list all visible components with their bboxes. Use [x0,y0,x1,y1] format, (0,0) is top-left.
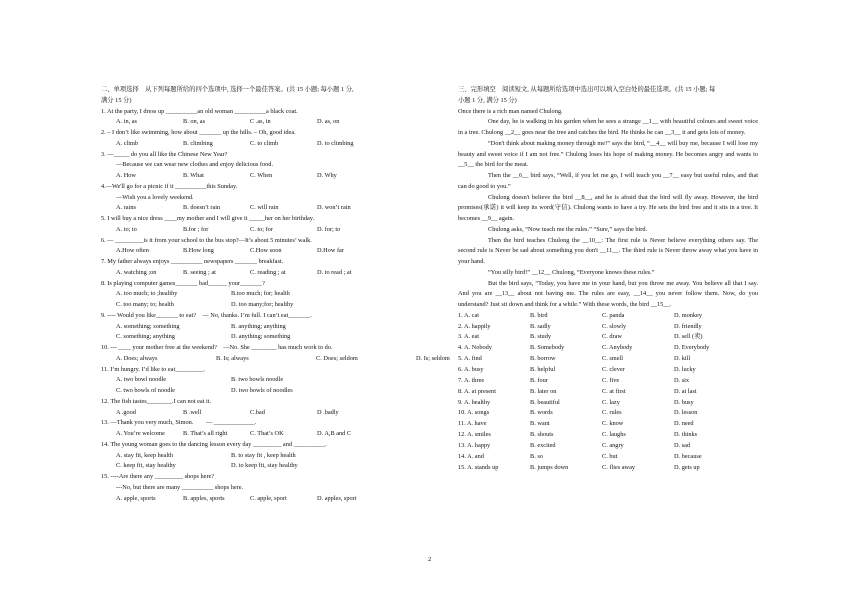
answer-option: B. on, as [183,118,206,126]
question-list [101,107,450,505]
options-row [101,429,426,440]
options-row [101,300,426,311]
answer-choice: 2. A. happily [458,322,491,330]
answer-row [458,398,758,409]
answer-choice: C. lazy [602,398,620,406]
options-row [101,225,426,236]
answer-option: B. climbing [183,139,213,147]
answer-option: B. anything; anything [231,322,286,330]
answer-option: A. something; something [116,322,180,330]
answer-choice: 13. A. happy [458,441,491,449]
answer-row [458,408,758,419]
question-stem: 4.—We'll go for a picnic if it __________this Sunday. [101,182,238,190]
options-row [101,171,426,182]
answer-option: D. as, on [317,118,340,126]
heading-line: 二、单项选择 从下列每题所给的四个选项中, 选择一个最佳答案。(共 15 小题; 每小题 1 分, [101,86,354,93]
answer-option: C. That’s OK [250,430,284,437]
answer-option: C.How soon [250,247,282,255]
answer-choice: C. flies away [602,463,636,471]
answer-choice: B. later on [530,387,557,395]
answer-choice: B. sadly [530,322,551,330]
passage-paragraph: “You silly bird!” __12__ Chulong, “Everyone knows these rules.” [488,268,655,276]
answer-choice: C. laughs [602,431,626,439]
question-stem: 14. The young woman goes to the dancing lesson every day _________ and __________. [101,440,327,448]
heading-line: 满分 15 分) [101,96,132,104]
answer-choice: B. want [530,420,550,428]
question-stem: 7. My father always enjoys __________ newspapers _______ breakfast. [101,258,284,265]
page-number: 2 [428,556,432,563]
answer-option: A. too much; to ;healthy [116,290,178,298]
answer-option: D.How far [317,247,344,255]
answer-choice: 7. A. three [458,376,485,384]
options-row [101,268,426,279]
question-stem: 10. --- ____ your mother free at the weekend? —No. She ________ has much work to do. [101,344,333,351]
answer-option: D. won’t rain [317,204,351,212]
answer-option: D. to climbing [317,139,354,147]
answer-choice: 1. A. cat [458,311,479,319]
heading-line: 三、完形填空 阅读短文, 从每题所给选项中选出可以填入空白处的最佳选项。(共 15 小题; 每 [458,86,716,93]
question-stem: 9. ---- Would you like_______ to eat? — No, thanks. I’m full. I can’t eat_______. [101,311,312,319]
answer-choice: B. study [530,333,551,341]
answer-option: A.How often [116,247,149,255]
answer-option: A. watching ;on [116,268,157,276]
answer-choice: 12. A. smiles [458,431,491,439]
question-stem: 12. The fish tastes________.I can not eat it. [101,397,212,405]
answer-choice: D. six [674,376,690,384]
answer-row [458,441,758,452]
question-item [101,397,426,419]
answer-row [458,332,758,343]
answer-choice: 5. A. find [458,355,482,363]
question-item [101,182,426,214]
answer-choice: C. clever [602,365,625,373]
answer-option: C. reading ; at [250,268,286,276]
answer-choice: C. Anybody [602,344,633,352]
answer-row [458,452,758,463]
options-row [101,461,426,472]
answer-option: D. Why [317,172,337,179]
answer-row [458,322,758,333]
answer-row [458,376,758,387]
question-stem: 3. —_____ do you all like the Chinese New Year? [101,150,228,158]
passage-paragraph: “Don't think about making money through me!” says the bird, “__4__ will buy me, because I will lose my beauty and sweet voice if I am not free.” Chulong loses his hope of making money. He becomes angry and wants to __5__ the bird for the meat. [458,139,758,169]
question-stem: 11. I’m hungry. I’d like to eat_________. [101,365,206,373]
answer-option: D. anything; something [231,333,291,341]
answer-option: A. in, as [116,118,137,126]
answer-choice: 6. A. busy [458,365,484,373]
question-response: —Wish you a lovely weekend. [116,193,194,201]
answer-option: D. two bowls of noodles [231,387,293,394]
answer-choice: C. draw [602,333,622,341]
answer-option: B. apples, sports [183,494,225,502]
answer-choice: B. excited [530,441,556,449]
answer-option: B. to stay fit , keep health [231,451,296,459]
answer-option: D. apples, sport [317,494,357,502]
answer-choice: D. gets up [674,463,700,471]
heading-line: 小题 1 分, 满分 15 分) [458,96,517,104]
answer-option: D. to read ; at [317,268,352,276]
answer-option: C. something; anything [116,333,175,341]
answer-choice: D. lesson [674,409,698,417]
answer-option: B. That’s all right [183,430,228,437]
question-item [101,311,426,343]
answer-option: A. You’re welcome [116,430,165,437]
answer-row [458,463,758,474]
answer-choice: B. so [530,452,543,460]
options-row [101,375,426,386]
answer-option: D. for; to [317,225,341,233]
options-row [101,494,426,505]
section-cloze [458,85,758,473]
answer-choice: C. angry [602,441,624,449]
answer-option: B.for ; for [183,225,209,233]
answer-row [458,419,758,430]
question-stem: 6. — _________is it from your school to the bus stop?—It’s about 5 minutes’ walk. [101,236,312,244]
answer-option: D. to keep fit, stay healthy [231,462,298,470]
answer-option: C .as, in [250,118,271,126]
answer-option: C. too many; to; health [116,301,174,308]
options-row [101,408,426,419]
passage-paragraph: Then the bird teaches Chulong the __10__: The first rule is Never believe everything others say. The second rule is Never be sad about something you don't __11__. The third rule is Never throw away what you have in your hand. [458,236,758,265]
passage-paragraph: Chulong doesn't believe the bird __8__, and he is afraid that the bird will fly away. However, the bird promises(承诺) it will keep its word(守信). Chulong wants to have a try. He sets the bird free and it sits in a tree. It becomes __9__ again. [458,193,758,222]
answer-option: B.How long [183,247,214,255]
answer-option: B. doesn’t rain [183,204,221,212]
answer-option: C. keep fit, stay healthy [116,462,176,470]
answer-choice: D. sad [674,441,691,449]
question-response: —Because we can wear new clothes and enjoy delicious food. [116,161,274,169]
answer-choice: D. busy [674,398,694,406]
section-single-choice [101,85,450,504]
answer-choice: B. four [530,376,548,384]
answer-choice: B. jumps down [530,463,569,471]
answer-choice: D. Everybody [674,344,710,352]
answer-option: A. How [116,172,136,179]
question-item [101,365,426,397]
answer-choice: D. kill [674,355,691,363]
question-item [101,418,426,440]
answer-option: C. will rain [250,204,279,212]
answer-choice: C. but [602,452,618,460]
answer-choice: 15. A. stands up [458,463,499,471]
answer-choice: 3. A. eat [458,333,479,341]
options-row [101,117,426,128]
passage-paragraph: Once there is a rich man named Chulong. [458,107,563,115]
answer-options-table [458,311,758,474]
answer-choice: D. monkey [674,311,702,319]
question-item [101,257,426,279]
passage-paragraph: Then the __6__ bird says, “Well, if you let me go, I will teach you __7__ easy but useful rules, and that can do good to you.” [458,172,758,190]
answer-choice: C. know [602,420,624,428]
question-item [101,214,426,236]
question-item [101,440,426,472]
answer-choice: C. smell [602,355,623,363]
answer-choice: 9. A. healthy [458,398,491,406]
answer-choice: B. bird [530,311,548,319]
answer-option: D. Is; seldom [416,354,450,362]
passage-paragraph: One day, he is walking in his garden when he sees a strange __1__ with beautiful colours and sweet voice in a tree. Chulong __2__ goes near the tree and catches the bird. He thinks he can __3__ it and gets lots of money. [458,118,758,136]
answer-option: B. Is; always [216,354,249,362]
answer-option: B. What [183,172,204,179]
answer-choice: C. panda [602,311,625,319]
answer-option: B .well [183,408,202,416]
question-stem: 8. Is playing computer games_______ bad______ your_______? [101,279,265,287]
options-row [101,246,426,257]
answer-option: D. too many;for; healthy [231,301,294,308]
answer-choice: D. because [674,452,702,460]
question-item [101,150,426,182]
question-item [101,236,426,258]
answer-option: A. rains [116,204,136,212]
answer-row [458,311,758,322]
answer-option: A. apple, sports [116,494,156,502]
passage-paragraph: But the bird says, “Today, you have me in your hand, but you throw me away. You believe all that I say. And you are __13__ about not having me. The rules are easy, __14__ you never follow them. Now, do you understand? Just sit down and think for a while.” With these words, the bird __15__. [458,279,758,308]
options-row [101,354,450,365]
answer-row [458,430,758,441]
answer-choice: B. beautiful [530,398,560,406]
passage-paragraph: Chulong asks, “Now teach me the rules.” “Sure,” says the bird. [488,225,648,233]
answer-option: A. Does; always [116,354,158,362]
answer-option: B.too much; for; health [231,290,290,298]
answer-choice: 14. A. and [458,452,484,460]
answer-option: C. to climb [250,139,279,147]
answer-choice: 8. A. at present [458,387,496,395]
question-stem: 1. At the party, I dress up __________an old woman __________a black coat. [101,107,298,115]
question-stem: 5. I will buy a nice dress ____my mother and I will give it _____her on her birthday. [101,215,315,222]
answer-choice: D. need [674,420,694,428]
cloze-passage [458,107,758,311]
answer-choice: C. five [602,376,620,384]
question-stem: 15. ----Are there any _________ shops here? [101,473,215,480]
options-row [101,289,426,300]
options-row [101,139,426,150]
answer-choice: B. helpful [530,365,556,373]
answer-option: C. apple, sport [250,494,287,502]
answer-option: A. stay fit, keep health [116,451,174,459]
options-row [101,332,426,343]
answer-choice: B. words [530,409,553,417]
answer-choice: C. slowly [602,322,627,330]
answer-choice: C. at first [602,387,626,395]
answer-choice: D. friendly [674,322,702,330]
answer-option: C. to; for [250,225,273,233]
question-stem: 2. – I don’t like swimming, how about _______ up the hills. – Oh, good idea. [101,129,296,136]
question-response: ---No, but there are many __________ shops here. [116,483,244,491]
answer-row [458,365,758,376]
question-item [101,472,426,504]
answer-choice: D. sell (卖) [674,333,703,341]
answer-option: C. two bowls of noodle [116,387,175,394]
answer-option: B. seeing ; at [183,268,216,276]
answer-row [458,354,758,365]
question-item [101,279,426,311]
question-stem: 13. —Thank you very much, Simon. — _____________. [101,419,257,427]
answer-option: D .badly [317,408,339,416]
question-item [101,107,426,129]
answer-choice: B. shouts [530,431,554,439]
answer-choice: C. rules [602,409,622,417]
answer-choice: D. at last [674,387,697,395]
answer-option: C. Does; seldom [316,354,358,362]
answer-choice: B. borrow [530,355,556,363]
answer-choice: 11. A. have [458,420,487,428]
answer-choice: D. lucky [674,365,696,373]
answer-option: C. When [250,172,273,179]
answer-option: A .good [116,408,136,416]
answer-choice: D. thinks [674,431,698,439]
options-row [101,203,426,214]
options-row [101,386,426,397]
answer-row [458,387,758,398]
answer-option: A. climb [116,139,139,147]
options-row [101,451,426,462]
answer-option: A. to; to [116,225,137,233]
answer-option: B. two bowls noodle [231,376,284,384]
answer-choice: 10. A. songs [458,409,490,417]
answer-row [458,343,758,354]
question-item [101,128,426,150]
answer-option: D. A,B and C [317,430,352,437]
options-row [101,322,426,333]
section-heading [101,85,426,107]
answer-option: C.bad [250,408,265,416]
answer-choice: 4. A. Nobody [458,344,492,352]
answer-choice: B. Somebody [530,344,565,352]
question-item [101,343,450,365]
section-heading [458,85,758,107]
answer-option: A. two bowl noodle [116,376,167,384]
